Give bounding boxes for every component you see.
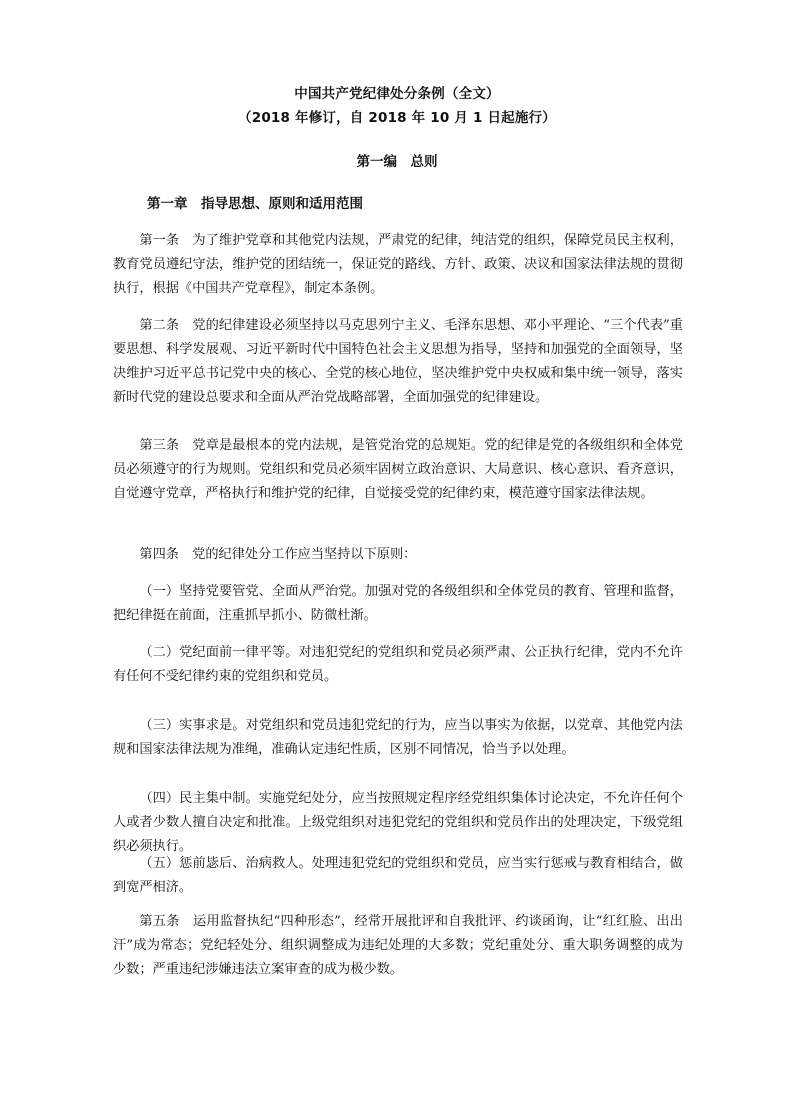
article-5-paragraph: 第五条 运用监督执纪“四种形态”，经常开展批评和自我批评、约谈函询，让“红红脸、出出汗”成为常态；党纪轻处分、组织调整成为违纪处理的大多数；党纪重处分、重大职务调整的成为少数；严重违纪涉嫌违法立案审查的成为极少数。	[113, 914, 683, 977]
principle-4-paragraph: （四）民主集中制。实施党纪处分，应当按照规定程序经党组织集体讨论决定，不允许任何个人或者少数人擅自决定和批准。上级党组织对违犯党纪的党组织和党员作出的处理决定，下级党组织必须执行。	[113, 791, 683, 854]
article-2-paragraph: 第二条 党的纪律建设必须坚持以马克思列宁主义、毛泽东思想、邓小平理论、“三个代表”重要思想、科学发展观、习近平新时代中国特色社会主义思想为指导，坚持和加强党的全面领导，坚决维护习近平总书记党中央的核心、全党的核心地位，坚决维护党中央权威和集中统一领导，落实新时代党的建设总要求和全面从严治党战略部署，全面加强党的纪律建设。	[113, 318, 683, 405]
principle-1-paragraph: （一）坚持党要管党、全面从严治党。加强对党的各级组织和全体党员的教育、管理和监督，把纪律挺在前面，注重抓早抓小、防微杜渐。	[113, 584, 683, 623]
document-title: 中国共产党纪律处分条例（全文）	[294, 86, 500, 102]
article-1-paragraph: 第一条 为了维护党章和其他党内法规，严肃党的纪律，纯洁党的组织，保障党员民主权利，教育党员遵纪守法，维护党的团结统一，保证党的路线、方针、政策、决议和国家法律法规的贯彻执行，根据《中国共产党章程》，制定本条例。	[113, 233, 683, 296]
article-4-paragraph: 第四条 党的纪律处分工作应当坚持以下原则：	[139, 547, 417, 562]
part-heading: 第一编 总则	[356, 154, 438, 170]
principle-3-paragraph: （三）实事求是。对党组织和党员违犯党纪的行为，应当以事实为依据，以党章、其他党内法规和国家法律法规为准绳，准确认定违纪性质，区别不同情况，恰当予以处理。	[113, 718, 683, 757]
document-subtitle: （2018 年修订，自 2018 年 10 月 1 日起施行）	[238, 110, 556, 126]
principle-2-paragraph: （二）党纪面前一律平等。对违犯党纪的党组织和党员必须严肃、公正执行纪律，党内不允许有任何不受纪律约束的党组织和党员。	[113, 645, 683, 684]
article-3-paragraph: 第三条 党章是最根本的党内法规，是管党治党的总规矩。党的纪律是党的各级组织和全体党员必须遵守的行为规则。党组织和党员必须牢固树立政治意识、大局意识、核心意识、看齐意识，自觉遵守党章，严格执行和维护党的纪律，自觉接受党的纪律约束，模范遵守国家法律法规。	[113, 438, 683, 501]
principle-5-paragraph: （五）惩前毖后、治病救人。处理违犯党纪的党组织和党员，应当实行惩戒与教育相结合，做到宽严相济。	[113, 856, 683, 895]
chapter-heading: 第一章 指导思想、原则和适用范围	[147, 196, 363, 212]
